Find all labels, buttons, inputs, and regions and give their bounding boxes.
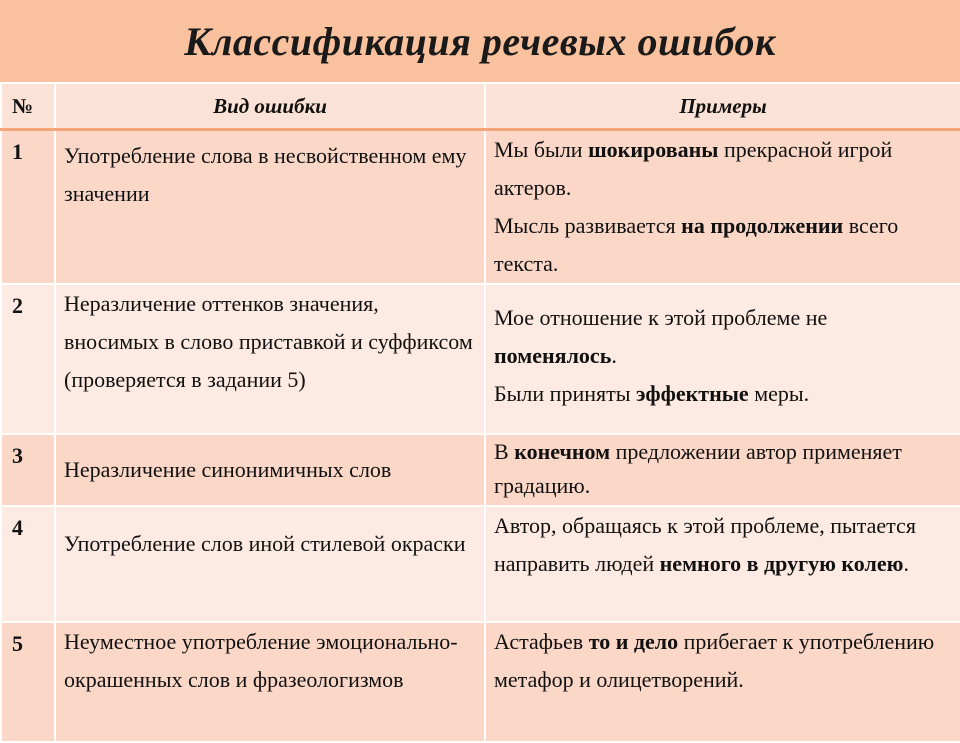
page-title: Классификация речевых ошибок bbox=[184, 18, 776, 64]
error-kind-cell bbox=[55, 284, 485, 434]
error-word: на продолжении bbox=[681, 213, 844, 238]
error-kind-text: Неразличение синонимичных слов bbox=[64, 457, 392, 482]
error-kind-cell bbox=[55, 622, 485, 742]
row-number: 1 bbox=[1, 130, 55, 285]
examples-cell bbox=[485, 506, 960, 622]
error-kind-cell bbox=[55, 434, 485, 506]
examples-cell bbox=[485, 622, 960, 742]
error-word: то и дело bbox=[588, 629, 679, 654]
row-number: 3 bbox=[1, 434, 55, 506]
column-header-examples: Примеры bbox=[485, 83, 960, 130]
example-line: Автор, обращаясь к этой проблеме, пытается направить людей немного в другую колею. bbox=[494, 513, 916, 576]
row-number: 4 bbox=[1, 506, 55, 622]
error-word: немного в другую колею bbox=[659, 551, 904, 576]
table-row bbox=[1, 130, 960, 285]
examples-cell bbox=[485, 434, 960, 506]
error-kind-text: Употребление слова в несвойственном ему значении bbox=[64, 143, 467, 206]
example-line: Были приняты эффектные меры. bbox=[494, 381, 810, 406]
row-number: 2 bbox=[1, 284, 55, 434]
example-line: Мое отношение к этой проблеме не поменялось. bbox=[494, 305, 828, 368]
table-row bbox=[1, 622, 960, 742]
example-line: В конечном предложении автор применяет градацию. bbox=[494, 439, 902, 498]
title-bar bbox=[0, 0, 960, 82]
error-word: шокированы bbox=[588, 137, 719, 162]
error-kind-text: Употребление слов иной стилевой окраски bbox=[64, 531, 466, 556]
error-word: эффектные bbox=[636, 381, 749, 406]
error-kind-cell bbox=[55, 506, 485, 622]
row-number: 5 bbox=[1, 622, 55, 742]
error-kind-text: Неуместное употребление эмоционально-окрашенных слов и фразеологизмов bbox=[64, 629, 458, 692]
table-row bbox=[1, 434, 960, 506]
examples-cell bbox=[485, 130, 960, 285]
error-kind-text: Неразличение оттенков значения, вносимых в слово приставкой и суффиксом (проверяется в задании 5) bbox=[64, 291, 473, 392]
error-word: поменялось bbox=[494, 343, 612, 368]
column-header-kind: Вид ошибки bbox=[55, 83, 485, 130]
column-header-number: № bbox=[1, 83, 55, 130]
example-line: Астафьев то и дело прибегает к употреблению метафор и олицетворений. bbox=[494, 629, 935, 692]
error-classification-table bbox=[0, 82, 960, 743]
error-word: конечном bbox=[514, 439, 611, 464]
example-line: Мысль развивается на продолжении всего текста. bbox=[494, 213, 899, 276]
table-header-row bbox=[1, 83, 960, 130]
examples-cell bbox=[485, 284, 960, 434]
error-kind-cell bbox=[55, 130, 485, 285]
table-row bbox=[1, 506, 960, 622]
table-row bbox=[1, 284, 960, 434]
example-line: Мы были шокированы прекрасной игрой актеров. bbox=[494, 137, 893, 200]
